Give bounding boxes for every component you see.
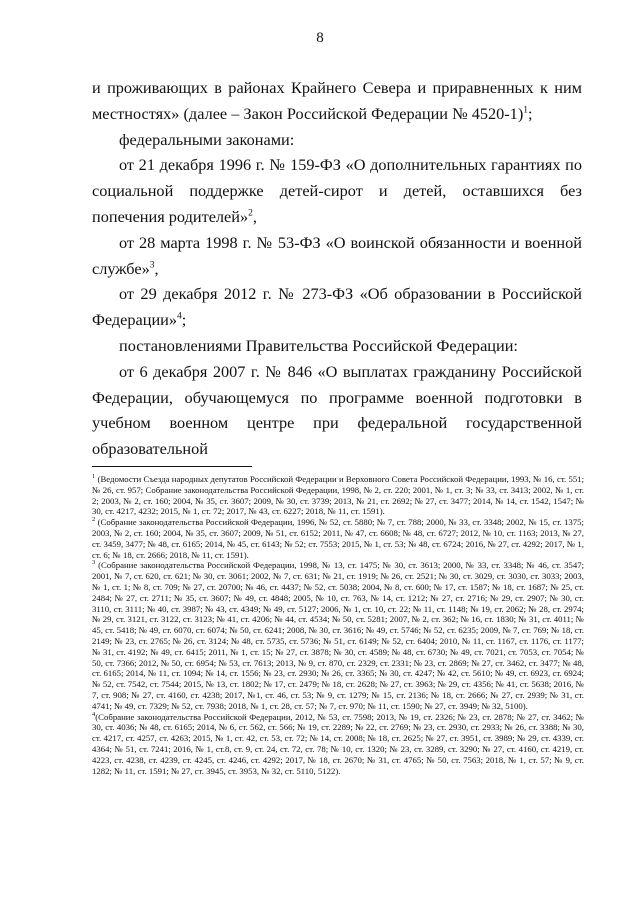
paragraph-6: постановлениями Правительства Российской Федерации: [119, 335, 518, 355]
paragraph-5 [92, 281, 582, 333]
paragraph-text: от 28 марта 1998 г. № 53-ФЗ «О воинской обязанности и военной службе» [92, 232, 582, 278]
footnote-ref-2[interactable]: 2 [248, 208, 253, 219]
document-body [92, 75, 582, 462]
footnote-1 [92, 474, 584, 517]
footnotes [92, 474, 584, 776]
footnote-text: (Собрание законодательства Российской Федерации, 1996, № 52, ст. 5880; № 7, ст. 788; 2000, № 33, ст. 3348; 2002, № 15, ст. 1375; 2003, № 2, ст. 160; 2004, № 35, ст. 3607; 2009, № 51, ст. 6152; 2011, № 47, ст. 6608; № 48, ст. 6727; 2012, № 10, ст. 1163; 2013, № 27, ст. 3459, 3477; № 48, ст. 6165; 2014, № 45, ст. 6143; № 52; ст. 7553; 2015, № 1, ст. 53; № 48, ст. 6724; 2016, № 27, ст. 4292; 2017, № 1, ст. 6; № 18, ст. 2666; 2018, № 11, ст. 1591). [92, 517, 584, 560]
footnote-mark: 2 [92, 516, 96, 524]
footnote-4 [92, 712, 584, 777]
paragraph-text: от 29 декабря 2012 г. № 273-ФЗ «Об образовании в Российской Федерации» [92, 284, 582, 330]
paragraph-text: от 21 декабря 1996 г. № 159-ФЗ «О дополнительных гарантиях по социальной поддержке детей-сирот и детей, оставшихся без попечения родителей» [92, 155, 582, 226]
footnote-text: (Собрание законодательства Российской Федерации, 1998, № 13, ст. 1475; № 30, ст. 3613; 2000, № 33, ст. 3348; № 46, ст. 3547; 2001, № 7, ст. 620, ст. 621; № 30, ст. 3061; 2002, № 7, ст. 631; № 21, ст. 1919; № 26, ст. 2521; № 30, ст. 3029, ст. 3030, ст. 3033; 2003, № 1, ст. 1; № 8, ст. 709; № 27, ст. 20700; № 46, ст. 4437; № 52, ст. 5038; 2004, № 8, ст. 600; № 17, ст. 1587; № 18, ст. 1687; № 25, ст. 2484; № 27, ст. 2711; № 35, ст. 3607; № 49, ст. 4848; 2005, № 10, ст. 763, № 14, ст. 1212; № 27, ст. 2716; № 29, ст. 2907; № 30, ст. 3110, ст. 3111; № 40, ст. 3987; № 43, ст. 4349; № 49, ст. 5127; 2006, № 1, ст. 10, ст. 22; № 11, ст. 1148; № 19, ст. 2062; № 28, ст. 2974; № 29, ст. 3121, ст. 3122, ст. 3123; № 41, ст. 4206; № 44, ст. 4534; № 50, ст. 5281; 2007, № 2, ст. 362; № 16, ст. 1830; № 31, ст. 4011; № 45, ст. 5418; № 49, ст. 6070, ст. 6074; № 50, ст. 6241; 2008, № 30, ст. 3616; № 49, ст. 5746; № 52, ст. 6235; 2009, № 7, ст. 769; № 18, ст. 2149; № 23, ст. 2765; № 26, ст. 3124; № 48, ст. 5735, ст. 5736; № 51, ст. 6149; № 52, ст. 6404; 2010, № 11, ст. 1167, ст. 1176, ст. 1177; № 31, ст. 4192; № 49, ст. 6415; 2011, № 1, ст. 15; № 27, ст. 3878; № 30, ст. 4589; № 48, ст. 6730; № 49, ст. 7021, ст. 7053, ст. 7054; № 50, ст. 7366; 2012, № 50, ст. 6954; № 53, ст. 7613; 2013, № 9, ст. 870, ст. 2329, ст. 2331; № 23, ст. 2869; № 27, ст. 3462, ст. 3477; № 48, ст. 6165; 2014, № 11, ст. 1094; № 14, ст. 1556; № 23, ст. 2930; № 26, ст. 3365; № 30, ст. 4247; № 42, ст. 5610; № 49, ст. 6923, ст. 6924; № 52, ст. 7542, ст. 7544; 2015, № 13, ст. 1802; № 17, ст. 2479; № 18, ст. 2628; № 27, ст. 3963; № 29, ст. 4356; № 41, ст. 5638; 2016, № 7, ст. 908; № 27, ст. 4160, ст. 4238; 2017, №1, ст. 46, ст. 53; № 9, ст. 1279; № 15, ст. 2136; № 18, ст. 2666; № 27, ст. 2939; № 31, ст. 4741; № 49, ст. 7329; № 52, ст. 7938; 2018, № 1, ст. 28, ст. 57; № 7, ст. 970; № 11, ст. 1590; № 27, ст. 3949; № 32, 5100). [92, 560, 584, 711]
page-number: 8 [316, 30, 324, 46]
punctuation: ; [528, 103, 533, 123]
punctuation: , [154, 258, 159, 278]
footnote-text: (Ведомости Съезда народных депутатов Российской Федерации и Верховного Совета Российской Федерации, 1993, № 16, ст. 551; № 26, ст. 957; Собрание законодательства Российской Федерации, 1998, № 2, ст. 220; 2001, № 1, ст. 3; № 33, ст. 3413; 2002, № 1, ст. 2; 2003, № 2, ст. 160; 2004, № 35, ст. 3607; 2009, № 30, ст. 3739; 2013, № 21, ст. 2692; № 27, ст. 3477; 2014, № 14, ст. 1542, 1547; № 30, ст. 4217, 4232; 2015, № 1, ст. 72; 2017, № 43, ст. 6227; 2018, № 11, ст. 1591). [92, 474, 585, 517]
paragraph-3 [92, 152, 582, 229]
footnote-ref-3[interactable]: 3 [149, 260, 155, 271]
footnote-ref-1[interactable]: 1 [523, 105, 528, 116]
footnote-3 [92, 560, 584, 711]
footnote-mark: 1 [92, 473, 96, 481]
footnote-separator [92, 466, 252, 467]
paragraph-2: федеральными законами: [119, 129, 295, 149]
footnote-mark: 3 [92, 559, 96, 567]
footnote-mark: 4 [92, 710, 96, 718]
punctuation: , [252, 206, 257, 226]
footnote-2 [92, 517, 584, 560]
footnote-ref-4[interactable]: 4 [177, 311, 182, 322]
paragraph-text: и проживающих в районах Крайнего Севера и приравненных к ним местностях» (далее – Закон Российской Федерации № 4520-1) [92, 78, 582, 123]
paragraph-1 [92, 75, 582, 127]
punctuation: ; [181, 310, 187, 330]
paragraph-4 [92, 230, 582, 282]
paragraph-7: от 6 декабря 2007 г. № 846 «О выплатах гражданину Российской Федерации, обучающемуся по программе военной подготовки в учебном военном центре при федеральной государственной образовательной [92, 361, 582, 459]
footnote-text: (Собрание законодательства Российской Федерации, 2012, № 53, ст. 7598; 2013, № 19, ст. 2326; № 23, ст. 2878; № 27, ст. 3462; № 30, ст. 4036; № 48, ст. 6165; 2014, № 6, ст. 562, ст. 566; № 19, ст. 2289; № 22, ст. 2769; № 23, ст. 2930, ст. 2933; № 26, ст. 3388; № 30, ст. 4217, ст. 4257, ст. 4263; 2015, № 1, ст. 42, ст. 53, ст. 72; № 14, ст. 2008; № 18, ст. 2625; № 27, ст. 3951, ст. 3989; № 29, ст. 4339, ст. 4364; № 51, ст. 7241; 2016, № 1, ст.8, ст. 9, ст. 24, ст. 72, ст. 78; № 10, ст. 1320; № 23, ст. 3289, ст. 3290; № 27, ст. 4160, ст. 4219, ст. 4223, ст. 4238, ст. 4239, ст. 4245, ст. 4246, ст. 4292; 2017, № 18, ст. 2670; № 31, ст. 4765; № 50, ст. 7563; 2018, № 1, ст. 57; № 9, ст. 1282; № 11, ст. 1591; № 27, ст. 3945, ст. 3953, № 32, ст. 5110, 5122). [92, 711, 584, 776]
